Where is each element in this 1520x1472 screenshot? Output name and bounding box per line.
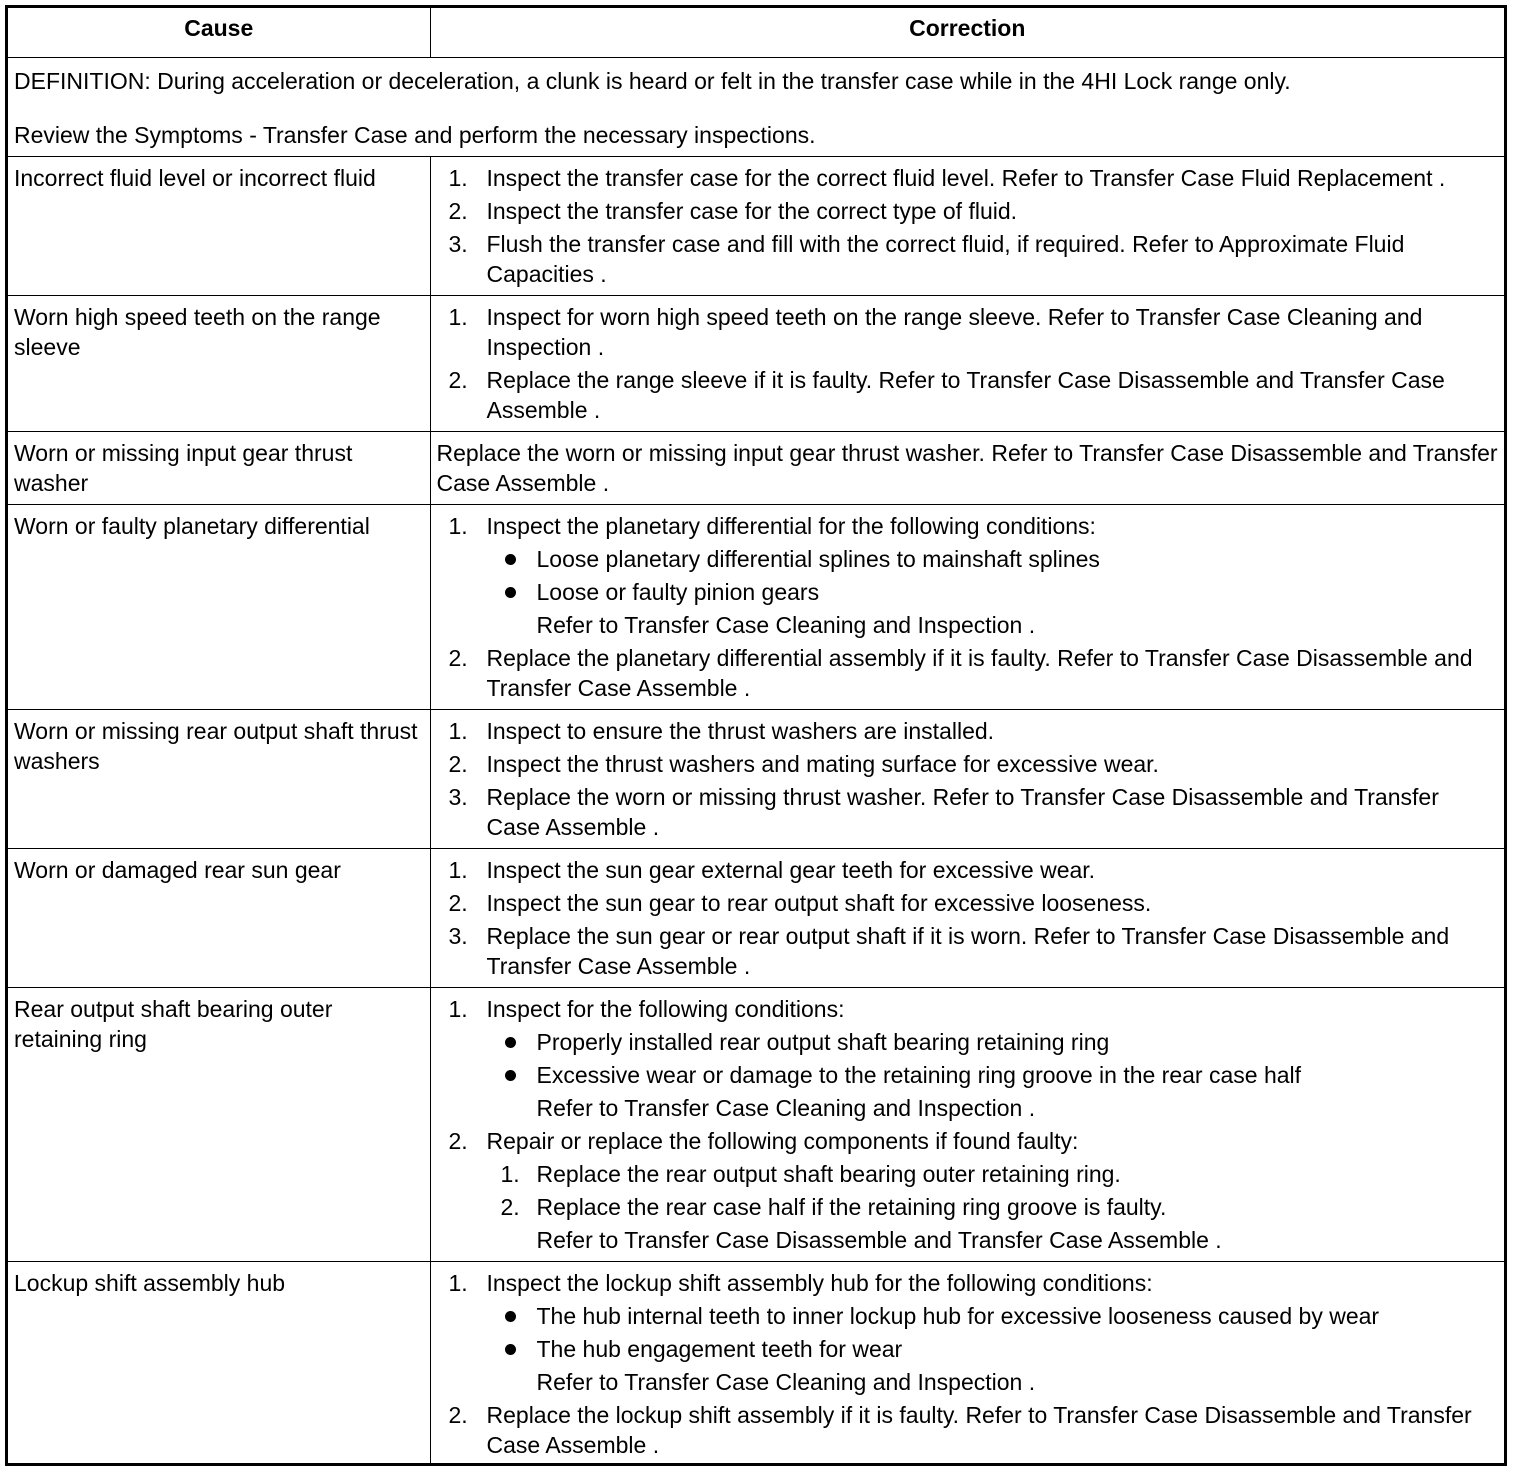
review-text: Review the Symptoms - Transfer Case and perform the necessary inspections. (14, 122, 816, 148)
correction-step (437, 1400, 1499, 1460)
correction-step (437, 229, 1499, 289)
cause-header: Cause (8, 8, 430, 58)
step-number: 1. (448, 304, 468, 330)
substep-item (487, 1192, 1499, 1222)
reference-text: Refer to Transfer Case Cleaning and Inspection . (536, 1369, 1036, 1395)
substep-list (487, 1159, 1499, 1222)
definition-text: DEFINITION: During acceleration or deceleration, a clunk is heard or felt in the transfer case while in the 4HI Lock range only. (14, 68, 1291, 94)
step-text: Replace the sun gear or rear output shaft if it is worn. Refer to Transfer Case Disassemble and Transfer Case Assemble . (486, 923, 1450, 979)
correction-cell (430, 505, 1504, 710)
table-row (8, 157, 1504, 296)
condition-list (487, 1027, 1499, 1090)
correction-cell (430, 432, 1504, 505)
condition-text: Properly installed rear output shaft bearing retaining ring (536, 1029, 1110, 1055)
table-row (8, 1262, 1504, 1467)
step-text: Inspect the sun gear to rear output shaft for excessive looseness. (486, 890, 1152, 916)
correction-steps (437, 716, 1499, 842)
condition-item (487, 577, 1499, 607)
bullet-icon (505, 1344, 516, 1355)
step-text: Inspect to ensure the thrust washers are installed. (486, 718, 995, 744)
substep-number: 2. (500, 1194, 520, 1220)
cause-cell: Rear output shaft bearing outer retaining ring (8, 988, 430, 1262)
step-text: Inspect the sun gear external gear teeth for excessive wear. (486, 857, 1096, 883)
correction-step (437, 782, 1499, 842)
condition-text: Excessive wear or damage to the retaining ring groove in the rear case half (536, 1062, 1302, 1088)
correction-step (437, 855, 1499, 885)
correction-text: Replace the worn or missing input gear thrust washer. Refer to Transfer Case Disassemble and Transfer Case Assemble . (436, 440, 1498, 496)
step-number: 2. (448, 1402, 468, 1428)
step-text: Inspect the transfer case for the correct type of fluid. (486, 198, 1018, 224)
step-number: 3. (448, 923, 468, 949)
correction-step (437, 163, 1499, 193)
reference-text: Refer to Transfer Case Disassemble and Transfer Case Assemble . (536, 1227, 1222, 1253)
definition-cell (8, 58, 1504, 157)
condition-item (487, 1301, 1499, 1331)
correction-step (437, 1268, 1499, 1397)
correction-steps (437, 302, 1499, 425)
step-number: 1. (448, 1270, 468, 1296)
step-number: 2. (448, 645, 468, 671)
condition-text: The hub internal teeth to inner lockup hub for excessive looseness caused by wear (536, 1303, 1380, 1329)
table-row (8, 849, 1504, 988)
reference-text: Refer to Transfer Case Cleaning and Inspection . (536, 1095, 1036, 1121)
definition-row (8, 58, 1504, 157)
cause-cell: Incorrect fluid level or incorrect fluid (8, 157, 430, 296)
cause-cell: Lockup shift assembly hub (8, 1262, 430, 1467)
correction-step (437, 716, 1499, 746)
condition-text: Loose planetary differential splines to mainshaft splines (536, 546, 1100, 572)
step-text: Inspect for worn high speed teeth on the range sleeve. Refer to Transfer Case Cleaning and Inspection . (486, 304, 1423, 360)
condition-item (487, 1334, 1499, 1364)
step-text: Replace the worn or missing thrust washer. Refer to Transfer Case Disassemble and Transfer Case Assemble . (486, 784, 1439, 840)
reference-text: Refer to Transfer Case Cleaning and Inspection . (536, 612, 1036, 638)
bullet-icon (505, 1070, 516, 1081)
step-number: 1. (448, 857, 468, 883)
step-text: Replace the range sleeve if it is faulty. Refer to Transfer Case Disassemble and Transfer Case Assemble . (486, 367, 1445, 423)
step-text: Inspect the planetary differential for the following conditions: (486, 513, 1096, 539)
correction-cell (430, 1262, 1504, 1467)
cause-correction-table (8, 8, 1504, 1466)
correction-step (437, 1126, 1499, 1255)
bullet-icon (505, 554, 516, 565)
correction-cell (430, 710, 1504, 849)
correction-steps (437, 855, 1499, 981)
step-text: Inspect the lockup shift assembly hub for the following conditions: (486, 1270, 1153, 1296)
header-row (8, 8, 1504, 58)
step-number: 3. (448, 231, 468, 257)
substep-number: 1. (500, 1161, 520, 1187)
correction-step (437, 302, 1499, 362)
step-number: 1. (448, 718, 468, 744)
step-number: 3. (448, 784, 468, 810)
table-row (8, 505, 1504, 710)
step-number: 1. (448, 513, 468, 539)
correction-header: Correction (430, 8, 1504, 58)
cause-cell: Worn or faulty planetary differential (8, 505, 430, 710)
cause-cell: Worn or damaged rear sun gear (8, 849, 430, 988)
correction-steps (437, 163, 1499, 289)
correction-step (437, 643, 1499, 703)
condition-list (487, 544, 1499, 607)
step-text: Inspect the thrust washers and mating surface for excessive wear. (486, 751, 1159, 777)
cause-cell: Worn high speed teeth on the range sleeve (8, 296, 430, 432)
correction-cell (430, 157, 1504, 296)
bullet-icon (505, 1311, 516, 1322)
correction-step (437, 749, 1499, 779)
bullet-icon (505, 587, 516, 598)
correction-steps (437, 1268, 1499, 1460)
diagnostic-table-frame (5, 5, 1507, 1466)
step-text: Inspect for the following conditions: (486, 996, 845, 1022)
substep-text: Replace the rear output shaft bearing outer retaining ring. (536, 1161, 1121, 1187)
step-text: Replace the planetary differential assembly if it is faulty. Refer to Transfer Case Disassemble and Transfer Case Assemble . (486, 645, 1473, 701)
correction-step (437, 921, 1499, 981)
correction-step (437, 196, 1499, 226)
step-number: 2. (448, 367, 468, 393)
condition-item (487, 1027, 1499, 1057)
correction-steps (437, 511, 1499, 703)
bullet-icon (505, 1037, 516, 1048)
step-text: Inspect the transfer case for the correct fluid level. Refer to Transfer Case Fluid Replacement . (486, 165, 1446, 191)
step-number: 1. (448, 165, 468, 191)
correction-steps (437, 994, 1499, 1255)
table-row (8, 710, 1504, 849)
cause-cell: Worn or missing rear output shaft thrust washers (8, 710, 430, 849)
correction-cell (430, 296, 1504, 432)
correction-step (437, 365, 1499, 425)
condition-text: Loose or faulty pinion gears (536, 579, 820, 605)
correction-step (437, 511, 1499, 640)
step-number: 2. (448, 1128, 468, 1154)
step-number: 2. (448, 198, 468, 224)
step-text: Repair or replace the following components if found faulty: (486, 1128, 1079, 1154)
step-text: Replace the lockup shift assembly if it is faulty. Refer to Transfer Case Disassemble and Transfer Case Assemble . (486, 1402, 1472, 1458)
table-row (8, 988, 1504, 1262)
cause-cell: Worn or missing input gear thrust washer (8, 432, 430, 505)
correction-cell (430, 988, 1504, 1262)
condition-text: The hub engagement teeth for wear (536, 1336, 903, 1362)
condition-item (487, 1060, 1499, 1090)
step-number: 2. (448, 751, 468, 777)
condition-list (487, 1301, 1499, 1364)
table-row (8, 296, 1504, 432)
substep-text: Replace the rear case half if the retaining ring groove is faulty. (536, 1194, 1167, 1220)
table-row (8, 432, 1504, 505)
condition-item (487, 544, 1499, 574)
correction-step (437, 888, 1499, 918)
step-number: 1. (448, 996, 468, 1022)
step-text: Flush the transfer case and fill with the correct fluid, if required. Refer to Approximate Fluid Capacities . (486, 231, 1405, 287)
step-number: 2. (448, 890, 468, 916)
correction-step (437, 994, 1499, 1123)
correction-cell (430, 849, 1504, 988)
substep-item (487, 1159, 1499, 1189)
